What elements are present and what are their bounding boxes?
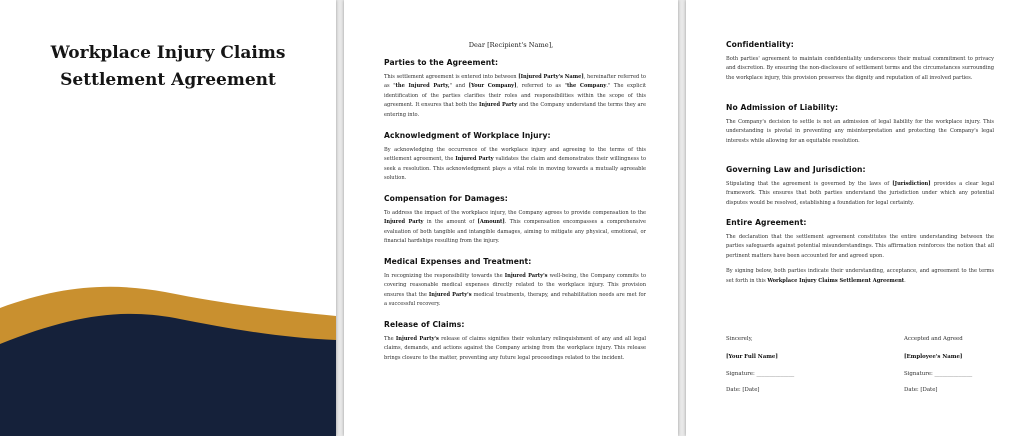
bold-term: Injured Party [478, 102, 518, 109]
agreement-page-2 [686, 0, 1024, 436]
section-body: The Company's decision to settle is not an admission of legal liability for the workplace injury. This understanding is pivotal in preventing any misinterpretation and protecting the Company's legal interests while allowing for an equitable resolution. [726, 119, 994, 144]
section-parties [384, 58, 646, 120]
bold-term: [Amount] [477, 219, 505, 226]
cover-title-line-1: Workplace Injury Claims [50, 43, 286, 63]
cover-wave-graphic [0, 280, 336, 436]
bold-term: the Injured Party, [395, 83, 450, 90]
section-body: This settlement agreement is entered into between [Injured Party's Name], hereinafter referred to as "the Injured Party," and [Your Company], referred to as "the Company." The explicit identification of the parties clarifies their roles and responsibilities within the scope of this agreement. It ensures that both the Injured Party and the Company understand the terms they are entering into. [384, 74, 646, 118]
accepted-label: Accepted and Agreed [904, 336, 963, 342]
sender-name [726, 354, 778, 360]
bold-term: Injured Party's [504, 273, 548, 279]
section-body: In recognizing the responsibility towards the Injured Party's well-being, the Company commits to covering reasonable medical expenses directly related to the workplace injury. This provision ensures that the Injured Party's medical treatments, therapy, and rehabilitation needs are met for a successful recovery. [384, 273, 647, 308]
section-no-admission [726, 103, 994, 146]
bold-term: the Company [566, 83, 607, 90]
section-release [384, 320, 646, 363]
section-heading: Parties to the Agreement: [384, 58, 499, 67]
bold-term: Injured Party's [428, 291, 472, 298]
section-heading: Acknowledgment of Workplace Injury: [384, 131, 551, 140]
section-governing-law [726, 165, 994, 208]
section-heading: No Admission of Liability: [726, 103, 839, 112]
employee-name-text: [Employee's Name] [904, 354, 963, 360]
bold-term: [Injured Party's Name] [518, 74, 584, 80]
section-compensation [384, 194, 646, 247]
section-heading: Medical Expenses and Treatment: [384, 257, 532, 266]
cover-title-line-2: Settlement Agreement [60, 70, 276, 90]
section-heading: Entire Agreement: [726, 218, 807, 227]
section-medical [384, 257, 646, 310]
section-body: By acknowledging the occurrence of the workplace injury and agreeing to the terms of this settlement agreement, the Injured Party validates the claim and demonstrates their willingness to seek a resolution. This acknowledgment plays a vital role in moving towards a mutually agreeable solution. [384, 147, 647, 182]
section-confidentiality [726, 40, 994, 83]
section-heading: Governing Law and Jurisdiction: [726, 165, 866, 174]
bold-term: Workplace Injury Claims Settlement Agreement [767, 277, 905, 284]
section-heading: Confidentiality: [726, 40, 794, 49]
section-heading: Compensation for Damages: [384, 194, 508, 203]
section-heading: Release of Claims: [384, 320, 465, 329]
bold-term: Injured Party [455, 156, 494, 163]
sincerely-label: Sincerely, [726, 336, 753, 342]
employee-name [904, 354, 962, 360]
cover-page [0, 0, 336, 436]
cover-title [0, 40, 336, 94]
section-body: Stipulating that the agreement is governed by the laws of [Jurisdiction] provides a clear legal framework. This ensures that both parties understand the jurisdiction under which any potential disputes would be resolved, establishing a foundation for legal certainty. [726, 181, 995, 206]
bold-term: Injured Party's [395, 336, 439, 342]
bold-term: [Your Company] [468, 83, 517, 90]
section-body: The Injured Party's release of claims signifies their voluntary relinquishment of any and all legal claims, demands, and actions against the Company arising from the workplace injury. This release brings closure to the matter, preventing any future legal proceedings related to the incident. [384, 336, 647, 361]
greeting: Dear [Recipient's Name], [468, 41, 554, 49]
sender-date: Date: [Date] [726, 387, 760, 393]
section-body-closing: By signing below, both parties indicate their understanding, acceptance, and agreement to the terms set forth in this Workplace Injury Claims Settlement Agreement. [726, 268, 994, 284]
sender-name-text: [Your Full Name] [726, 354, 778, 360]
sender-signature-line: Signature: ______________ [726, 371, 795, 377]
section-acknowledgment [384, 131, 646, 184]
bold-term: [Jurisdiction] [892, 181, 931, 187]
section-body: To address the impact of the workplace injury, the Company agrees to provide compensation to the Injured Party in the amount of [Amount]. This compensation encompasses a comprehensive evaluation of both tangible and intangible damages, aiming to mitigate any physical, emotional, or financial hardships resulting from the injury. [384, 210, 646, 245]
section-body: The declaration that the settlement agreement constitutes the entire understanding between the parties safeguards against potential misunderstandings. This affirmation reinforces the notion that all pertinent matters have been accounted for and agreed upon. [726, 234, 994, 259]
section-body: Both parties' agreement to maintain confidentiality underscores their mutual commitment to privacy and discretion. By ensuring the non-disclosure of settlement terms and the circumstances surrounding the workplace injury, this provision preserves the dignity and reputation of all involved parties. [726, 56, 994, 81]
employee-signature-line: Signature: ______________ [904, 371, 973, 377]
agreement-page-1 [344, 0, 678, 436]
bold-term: Injured Party [384, 219, 424, 226]
employee-date: Date: [Date] [904, 387, 938, 393]
section-entire-agreement [726, 218, 994, 286]
